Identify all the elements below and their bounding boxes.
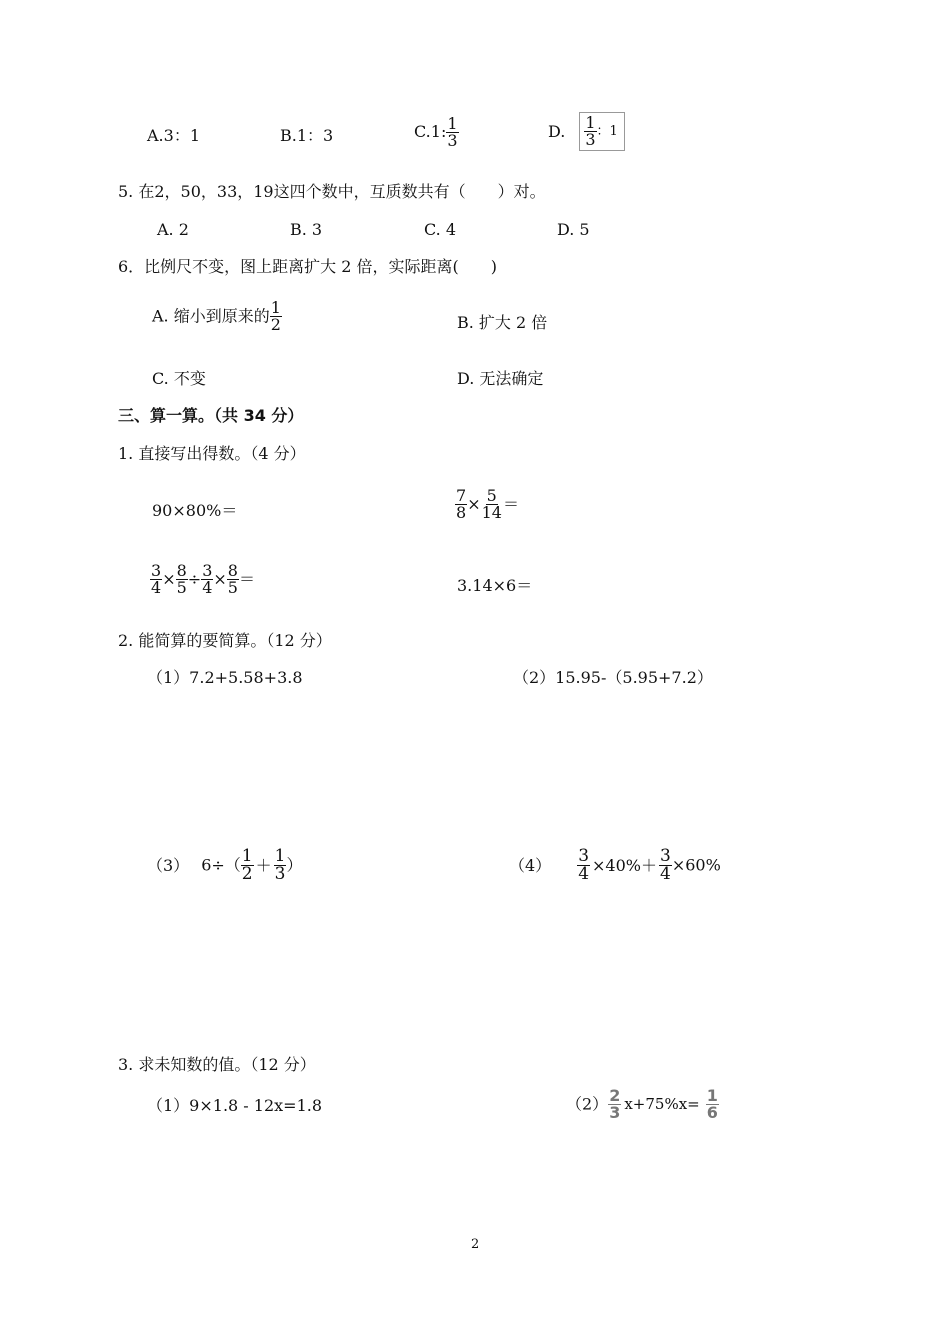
operator: × [213, 569, 227, 589]
s3q1-title: 1. 直接写出得数。（4 分） [118, 444, 306, 463]
fraction-numerator: 7 [456, 486, 467, 505]
q4-option-a: A.3：1 [147, 126, 201, 145]
fraction-denominator: 5 [227, 578, 238, 597]
fraction-denominator: 3 [274, 864, 286, 884]
fraction-denominator: 4 [578, 864, 590, 884]
q4-option-b: B.1：3 [280, 126, 334, 145]
fraction [455, 488, 467, 521]
s3q1-item-4: 3.14×6＝ [457, 576, 533, 595]
fraction-numerator: 1 [270, 298, 281, 317]
problem-label: （3） [147, 855, 190, 875]
fraction [659, 848, 672, 883]
q4-option-d-suffix: ：1 [596, 124, 618, 139]
fraction [227, 563, 239, 596]
q5-option-b: B. 3 [290, 220, 323, 239]
fraction-numerator: 3 [660, 846, 671, 866]
q4-option-d [548, 112, 625, 151]
fraction [274, 848, 287, 883]
operator: ÷ [187, 569, 202, 589]
problem-label: （4） [509, 855, 552, 875]
fraction-numerator: 2 [609, 1086, 621, 1105]
fraction [706, 1088, 719, 1121]
s3q2-problem-3 [147, 848, 302, 883]
q4-option-d-fraction [584, 115, 596, 148]
fraction-denominator: 3 [447, 131, 458, 150]
expression-middle: x+75%x= [624, 1095, 700, 1113]
q5-option-d: D. 5 [557, 220, 590, 239]
q6-option-d: D. 无法确定 [457, 369, 544, 388]
q6-question: 6．比例尺不变，图上距离扩大 2 倍，实际距离( ) [118, 257, 498, 276]
fraction-numerator: 1 [274, 846, 286, 866]
fraction [608, 1088, 621, 1121]
s3q3-title: 3. 求未知数的值。（12 分） [118, 1055, 316, 1074]
s3q2-problem-2: （2）15.95-（5.95+7.2） [513, 668, 713, 687]
fraction [150, 563, 162, 596]
s3q2-problem-4 [509, 848, 721, 883]
fraction [481, 488, 503, 521]
q6-option-c: C. 不变 [152, 369, 206, 388]
fraction-numerator: 3 [202, 561, 213, 580]
problem-label: （2） [566, 1094, 609, 1114]
q6-option-a [152, 300, 282, 333]
fraction-numerator: 8 [227, 561, 238, 580]
fraction-denominator: 4 [660, 864, 671, 884]
fraction-numerator: 1 [585, 113, 596, 132]
fraction-numerator: 8 [176, 561, 187, 580]
s3q2-problem-1: （1）7.2+5.58+3.8 [147, 668, 303, 687]
page-number: 2 [471, 1237, 480, 1252]
section-3-title: 三、算一算。（共 34 分） [118, 406, 304, 425]
expression-suffix: ×60% [671, 855, 721, 875]
fraction [577, 848, 590, 883]
fraction-denominator: 5 [176, 578, 187, 597]
fraction-numerator: 3 [578, 846, 590, 866]
fraction-numerator: 1 [241, 846, 253, 866]
expression-middle: ×40%＋ [592, 855, 657, 875]
s3q1-item-1: 90×80%＝ [152, 501, 238, 520]
fraction-denominator: 3 [609, 1103, 621, 1122]
expression-suffix: ） [286, 855, 303, 875]
fraction-denominator: 2 [241, 864, 253, 884]
operator: × [162, 569, 176, 589]
operator: × [467, 494, 481, 514]
q4-option-d-label: D. [548, 121, 566, 141]
q6-option-a-fraction [270, 300, 282, 333]
q4-option-c-fraction [446, 116, 458, 149]
q5-option-a: A. 2 [157, 220, 189, 239]
fraction-numerator: 5 [486, 486, 497, 505]
q5-question: 5. 在2，50，33，19这四个数中，互质数共有（ ）对。 [118, 182, 546, 201]
s3q2-title: 2. 能简算的要简算。（12 分） [118, 631, 332, 650]
fraction-denominator: 6 [706, 1103, 718, 1122]
q4-option-c-prefix: C.1: [414, 122, 447, 141]
q6-option-a-prefix: A. 缩小到原来的 [152, 306, 270, 326]
q4-option-d-image [579, 112, 624, 151]
fraction-denominator: 8 [456, 503, 467, 522]
q6-option-b: B. 扩大 2 倍 [457, 313, 548, 332]
fraction-numerator: 1 [706, 1086, 718, 1105]
fraction-denominator: 4 [151, 578, 162, 597]
fraction [201, 563, 213, 596]
q5-option-c: C. 4 [424, 220, 457, 239]
fraction-denominator: 14 [481, 503, 502, 522]
equals: ＝ [502, 494, 519, 514]
equals: ＝ [238, 569, 255, 589]
s3q3-equation-2 [566, 1088, 719, 1121]
s3q3-equation-1: （1）9×1.8 - 12x=1.8 [147, 1096, 323, 1115]
s3q1-item-2 [455, 488, 519, 521]
fraction-denominator: 3 [585, 130, 596, 149]
fraction-denominator: 2 [270, 315, 281, 334]
fraction-denominator: 4 [202, 578, 213, 597]
operator: ＋ [255, 855, 272, 875]
fraction [176, 563, 188, 596]
fraction-numerator: 3 [151, 561, 162, 580]
fraction [241, 848, 254, 883]
expression-prefix: 6÷（ [201, 855, 241, 875]
fraction-numerator: 1 [447, 114, 458, 133]
s3q1-item-3 [150, 563, 255, 596]
q4-option-c [414, 116, 459, 149]
